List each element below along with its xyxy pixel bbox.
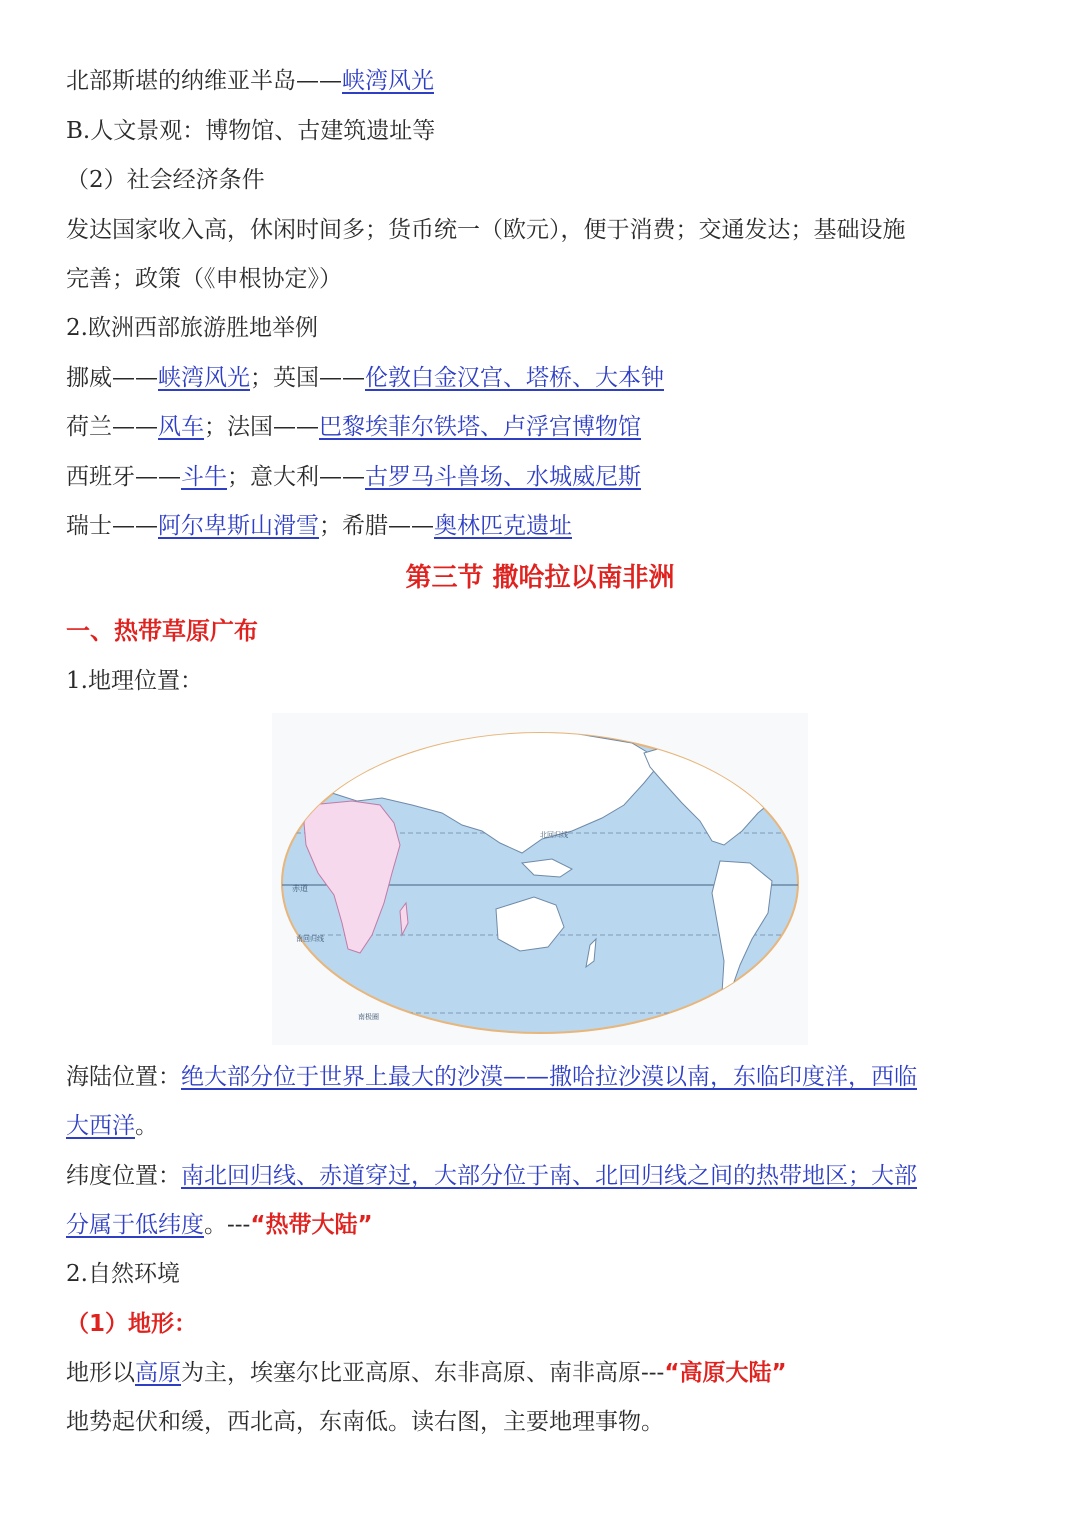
text-line-scandinavia — [66, 64, 1014, 98]
label-latitude: 纬度位置： — [66, 1163, 181, 1189]
text-line-location: 1.地理位置： — [66, 668, 203, 694]
terrain-b: 为主，埃塞尔比亚高原、东非高原、南非高原--- — [181, 1360, 665, 1386]
text-line-natural-env: 2.自然环境 — [66, 1261, 180, 1287]
text-prefix: 北部斯堪的纳维亚半岛—— — [66, 68, 342, 94]
text-line-socioeconomic: （2）社会经济条件 — [66, 167, 265, 193]
world-map-svg — [272, 713, 808, 1045]
highlight-fjord: 峡湾风光 — [342, 68, 434, 94]
label-netherlands: 荷兰—— — [66, 414, 158, 440]
highlight-switzerland: 阿尔卑斯山滑雪 — [158, 513, 319, 539]
world-map — [272, 713, 808, 1045]
highlight-uk: 伦敦白金汉宫、塔桥、大本钟 — [365, 365, 664, 391]
heading-terrain: （1）地形： — [66, 1311, 198, 1337]
label-south-line: 南极圈 — [358, 1013, 379, 1021]
text-line-sea-land-2 — [66, 1109, 1014, 1143]
highlight-greece: 奥林匹克遗址 — [434, 513, 572, 539]
text-line-latitude-2 — [66, 1208, 1014, 1242]
highlight-norway: 峡湾风光 — [158, 365, 250, 391]
latitude-mid: 。--- — [204, 1212, 251, 1238]
text-line-sea-land-1 — [66, 1060, 1014, 1094]
highlight-latitude-2: 分属于低纬度 — [66, 1212, 204, 1238]
label-france: ；法国—— — [204, 414, 319, 440]
plateau-continent-term: “高原大陆” — [664, 1360, 787, 1386]
terrain-a: 地形以 — [66, 1360, 135, 1386]
text-line-examples-heading: 2.欧洲西部旅游胜地举例 — [66, 315, 318, 341]
text-line-spain-italy — [66, 460, 1014, 494]
highlight-spain: 斗牛 — [181, 464, 227, 490]
label-sea-land: 海陆位置： — [66, 1064, 181, 1090]
highlight-sea-land-1: 绝大部分位于世界上最大的沙漠——撒哈拉沙漠以南，东临印度洋，西临 — [181, 1064, 917, 1090]
tropical-continent-term: “热带大陆” — [250, 1212, 373, 1238]
text-line-developed: 发达国家收入高，休闲时间多；货币统一（欧元），便于消费；交通发达；基础设施 — [66, 217, 906, 243]
text-line-swiss-greece — [66, 509, 1014, 543]
label-italy: ；意大利—— — [227, 464, 365, 490]
label-spain: 西班牙—— — [66, 464, 181, 490]
text-line-policy: 完善；政策（《申根协定》） — [66, 266, 342, 292]
text-line-latitude-1 — [66, 1159, 1014, 1193]
label-tropic-south: 南回归线 — [296, 935, 324, 943]
label-greece: ；希腊—— — [319, 513, 434, 539]
text-line-humanities: B.人文景观：博物馆、古建筑遗址等 — [66, 118, 436, 144]
label-equator: 赤道 — [292, 884, 308, 893]
highlight-italy: 古罗马斗兽场、水城威尼斯 — [365, 464, 641, 490]
text-line-norway-uk — [66, 361, 1014, 395]
label-norway: 挪威—— — [66, 365, 158, 391]
text-line-terrain — [66, 1356, 1014, 1390]
label-switzerland: 瑞士—— — [66, 513, 158, 539]
sea-land-end: 。 — [135, 1113, 158, 1139]
highlight-plateau: 高原 — [135, 1360, 181, 1386]
label-uk: ；英国—— — [250, 365, 365, 391]
label-tropic-north: 北回归线 — [540, 831, 568, 839]
section-title: 第三节 撒哈拉以南非洲 — [405, 563, 675, 593]
heading-savanna: 一、热带草原广布 — [66, 617, 258, 645]
text-line-relief: 地势起伏和缓，西北高，东南低。读右图，主要地理事物。 — [66, 1409, 664, 1435]
highlight-netherlands: 风车 — [158, 414, 204, 440]
highlight-sea-land-2: 大西洋 — [66, 1113, 135, 1139]
text-line-netherlands-france — [66, 410, 1014, 444]
highlight-latitude-1: 南北回归线、赤道穿过，大部分位于南、北回归线之间的热带地区；大部 — [181, 1163, 917, 1189]
highlight-france: 巴黎埃菲尔铁塔、卢浮宫博物馆 — [319, 414, 641, 440]
